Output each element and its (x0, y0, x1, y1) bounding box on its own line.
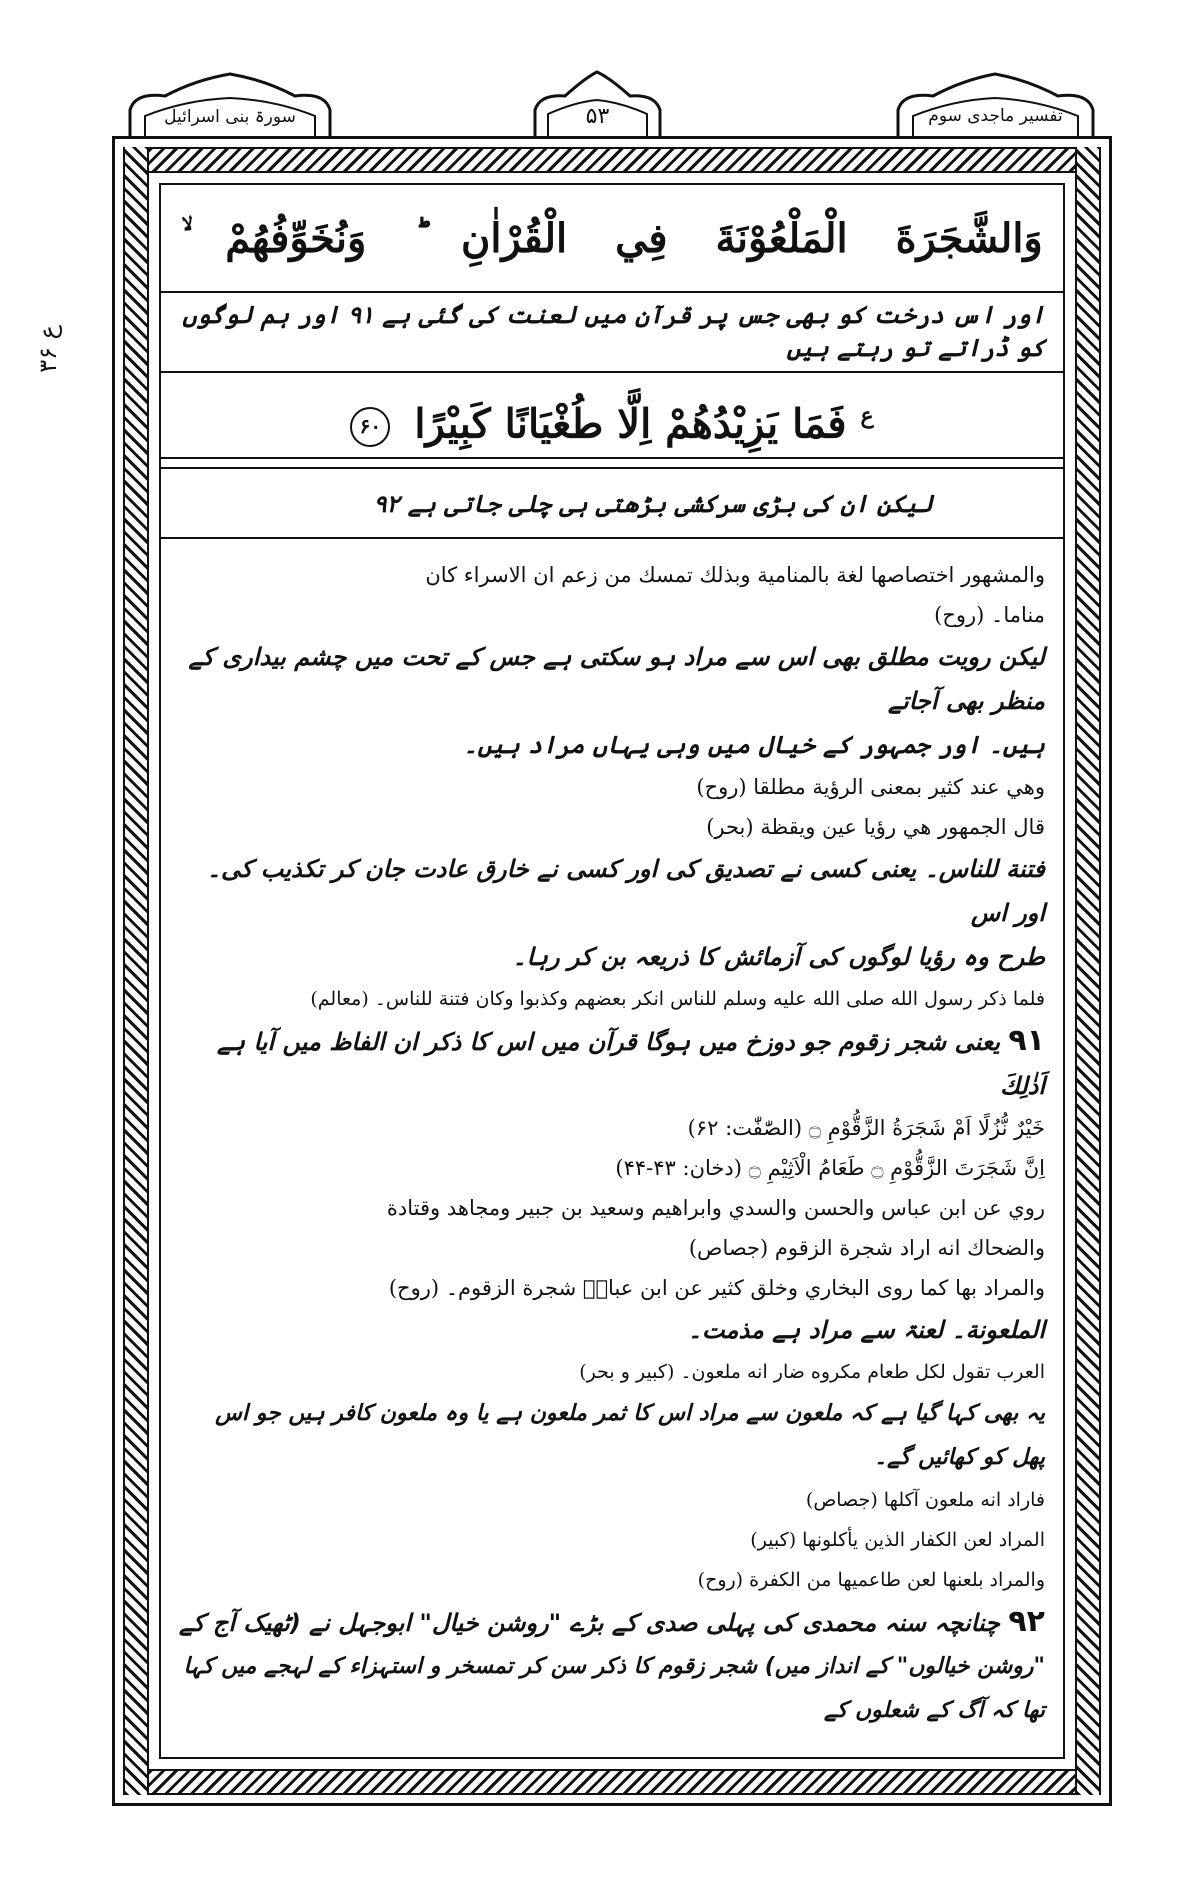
commentary-line: ہیں۔ اور جمہور کے خیال میں وہی یہاں مراد ہیں۔ (463, 731, 1045, 759)
note-number: ۹۲ (1008, 1604, 1045, 1639)
commentary-line: خَيْرٌ نُّزُلًا اَمْ شَجَرَةُ الزَّقُّوْمِ ۝ (الصّٰفّٰت: ۶۲) (687, 1116, 1045, 1140)
ornament-cap-icon (893, 70, 1098, 140)
commentary-line: وهي عند كثير بمعنى الرؤية مطلقا (روح) (696, 775, 1045, 799)
commentary-line: لیکن رویت مطلق بھی اس سے مراد ہو سکتی ہے جس کے تحت میں چشم بیداری کے منظر بھی آجاتے (188, 643, 1045, 715)
chain-border-right (1075, 147, 1101, 1795)
commentary-line: اِنَّ شَجَرَتَ الزَّقُّوْمِ ۝ طَعَامُ الْاَثِيْمِ ۝ (دخان: ۴۳-۴۴) (615, 1156, 1045, 1180)
page-content (159, 183, 1065, 1759)
commentary-line: والمشهور اختصاصها لغة بالمنامية وبذلك تمسك من زعم ان الاسراء كان (425, 563, 1045, 587)
ornament-cap-icon (125, 70, 335, 140)
verse-word: وَنُخَوِّفُهُمْ ۙ (181, 215, 367, 262)
verse-line-2 (161, 373, 1063, 459)
ruku-side-mark: ۳ع ۶ (34, 325, 62, 373)
commentary-line-numbered (179, 1019, 1045, 1108)
header-cap-middle (530, 70, 665, 140)
commentary-line: والمراد بها كما روى البخاري وخلق كثير عن ابن عباسؓ شجرة الزقوم۔ (روح) (388, 1276, 1045, 1300)
verse-word: الْمَلْعُوْنَةَ فِي (615, 215, 848, 262)
commentary-line: قال الجمهور هي رؤيا عين ويقظة (بحر) (706, 815, 1045, 839)
verse-text: فَمَا يَزِيْدُهُمْ اِلَّا طُغْيَانًا كَبِيْرًا (414, 400, 847, 448)
ruku-mark: ع (860, 403, 874, 429)
page-number: ۵۳ (585, 104, 610, 129)
translation-line-1: اور اس درخت کو بھی جس پر قرآن میں لعنت کی گئی ہے ۹۱ اور ہم لوگوں کو ڈراتے تو رہتے ہیں (161, 293, 1063, 373)
commentary-line: طرح وہ رؤیا لوگوں کی آزمائش کا ذریعہ بن کر رہا۔ (512, 943, 1045, 971)
note-text: چنانچہ سنہ محمدی کی پہلی صدی کے بڑے "روشن خیال" ابوجہل نے (ٹھیک آج کے (179, 1609, 1001, 1637)
commentary-line: الملعونة۔ لعنۃ سے مراد ہے مذمت۔ (687, 1316, 1045, 1344)
commentary-body (179, 555, 1045, 1723)
verse-word: الْقُرْاٰنِ ؕ (414, 215, 568, 262)
commentary-line: فتنة للناس۔ یعنی کسی نے تصدیق کی اور کسی نے خارق عادت جان کر تکذیب کی۔ اور اس (206, 855, 1045, 927)
header-cap-right (893, 70, 1098, 140)
header-right-caption: تفسیر ماجدی سوم (928, 106, 1063, 126)
commentary-line: فاراد انه ملعون آكلها (جصاص) (805, 1489, 1045, 1511)
commentary-line-numbered (179, 1600, 1045, 1645)
verse-word: وَالشَّجَرَةَ (895, 215, 1043, 262)
commentary-line: والضحاك انه اراد شجرة الزقوم (جصاص) (688, 1236, 1045, 1260)
header-cap-left (125, 70, 335, 140)
note-text: یعنی شجر زقوم جو دوزخ میں ہوگا قرآن میں اس کا ذکر ان الفاظ میں آیا ہے اَذٰلِكَ (216, 1028, 1045, 1100)
note-number: ۹۱ (1008, 1023, 1045, 1058)
divider (161, 459, 1063, 469)
commentary-line: یہ بھی کہا گیا ہے کہ ملعون سے مراد اس کا ثمر ملعون ہے یا وہ ملعون کافر ہیں جو اس پھل کو کھائیں گے۔ (215, 1401, 1045, 1470)
commentary-line: والمراد بلعنها لعن طاعميها من الكفرة (روح) (697, 1569, 1045, 1591)
chain-border-bottom (123, 1769, 1101, 1795)
chain-border-left (123, 147, 149, 1795)
commentary-line: "روشن خیالوں" کے انداز میں) شجر زقوم کا ذکر سن کر تمسخر و استہزاء کے لہجے میں کہا تھا کہ آگ کے شعلوں کے (183, 1654, 1045, 1723)
translation-line-2: لیکن ان کی بڑی سرکشی بڑھتی ہی چلی جاتی ہے ۹۲ (161, 469, 1063, 539)
commentary-line: روي عن ابن عباس والحسن والسدي وابراهيم وسعيد بن جبير ومجاهد وقتادة (386, 1196, 1045, 1220)
page-frame (112, 136, 1112, 1806)
header-left-caption: سورۃ بنی اسرائیل (164, 107, 296, 127)
verse-number-badge: ۶۰ (350, 407, 390, 447)
commentary-line: العرب تقول لكل طعام مكروه ضار انه ملعون۔ (کبیر و بحر) (579, 1361, 1045, 1383)
chain-border-top (123, 147, 1101, 173)
commentary-line: المراد لعن الكفار الذين يأكلونها (کبیر) (750, 1529, 1045, 1551)
commentary-line: مناما۔ (روح) (934, 603, 1045, 627)
commentary-line: فلما ذكر رسول الله صلى الله عليه وسلم للناس انكر بعضهم وكذبوا وكان فتنة للناس۔ (معالم) (310, 988, 1045, 1010)
verse-line-1 (161, 185, 1063, 293)
